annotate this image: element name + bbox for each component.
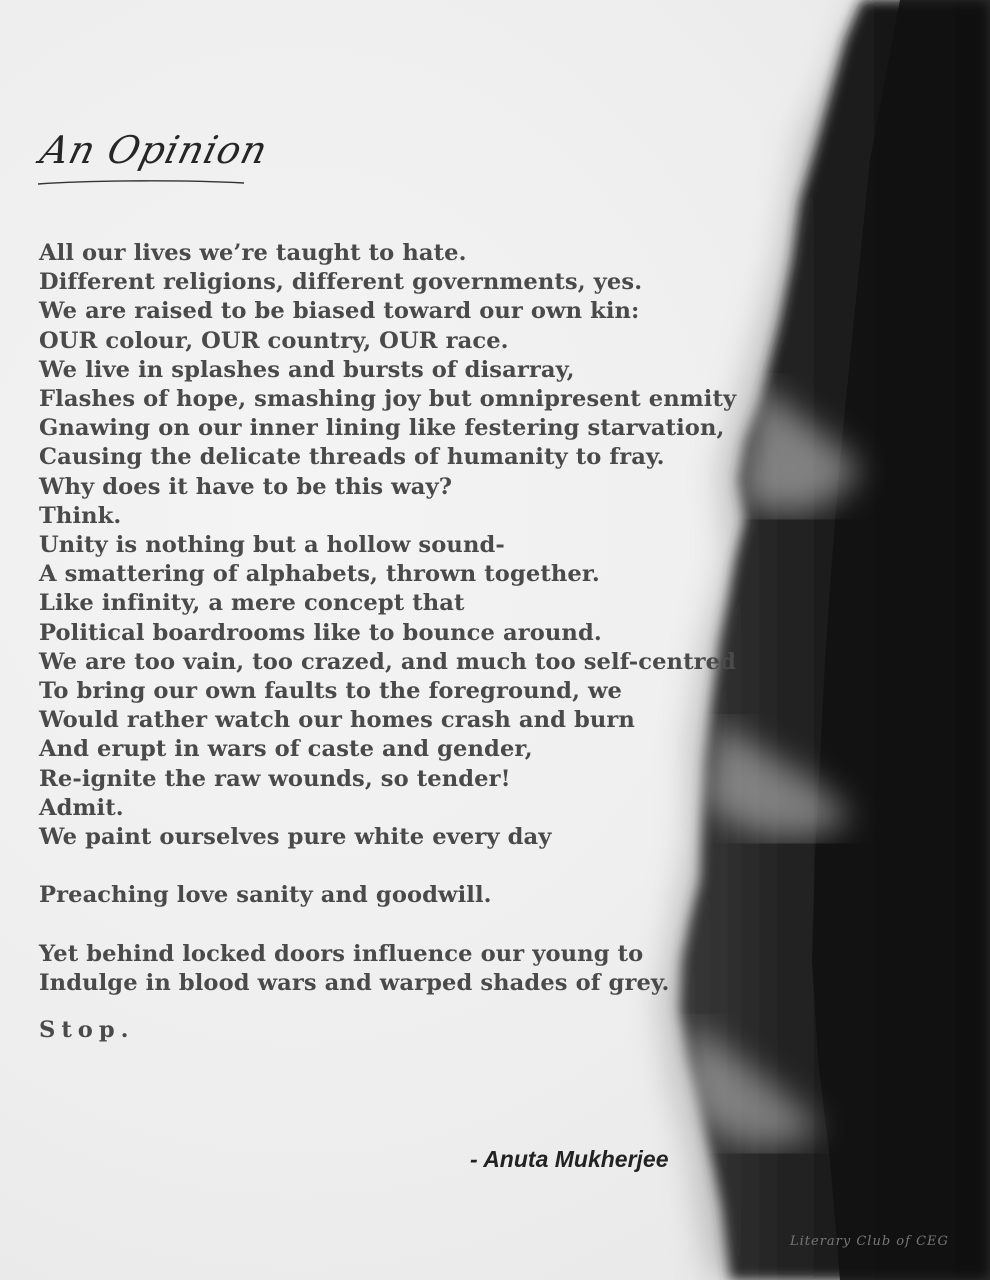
poem-line: Why does it have to be this way? [39,473,453,500]
poem-line: Political boardrooms like to bounce around. [39,619,602,646]
poem-line: Indulge in blood wars and warped shades of grey. [39,970,670,997]
poem-line: All our lives we’re taught to hate. [39,240,467,266]
poem-line: Would rather watch our homes crash and burn [39,707,635,734]
poem-line: A smattering of alphabets, thrown together. [39,561,600,588]
poem-title: An Opinion [36,128,273,172]
poem-line: Causing the delicate threads of humanity to fray. [39,444,665,471]
poem-line: We are too vain, too crazed, and much too self-centred [39,648,736,675]
poem-line: We are raised to be biased toward our own kin: [39,298,640,325]
stanza-break [39,911,759,940]
poem-line: OUR colour, OUR country, OUR race. [39,327,509,354]
poem-line: Preaching love sanity and goodwill. [39,882,492,909]
poem-line: Like infinity, a mere concept that [39,590,465,617]
poem-closing-word: Stop. [39,1017,135,1044]
author-signature: - Anuta Mukherjee [470,1146,669,1172]
poem-line: Different religions, different governments, yes. [39,269,643,296]
poem-line: Admit. [39,794,124,821]
poem-line: We live in splashes and bursts of disarray, [39,356,575,383]
poem-line: And erupt in wars of caste and gender, [39,736,533,763]
poem-body [39,239,759,1045]
poem-line: Gnawing on our inner lining like festering starvation, [39,415,725,442]
poem-line: Think. [39,502,122,529]
poem-line: To bring our own faults to the foreground, we [39,678,623,705]
stanza-break [39,852,759,881]
title-flourish [36,178,246,186]
poem-line: Re-ignite the raw wounds, so tender! [39,765,511,792]
poem-line: Unity is nothing but a hollow sound- [39,532,505,559]
poem-line: We paint ourselves pure white every day [39,824,552,851]
poem-line: Flashes of hope, smashing joy but omnipresent enmity [39,386,737,413]
poem-line: Yet behind locked doors influence our young to [39,940,644,967]
watermark: Literary Club of CEG [790,1234,949,1249]
